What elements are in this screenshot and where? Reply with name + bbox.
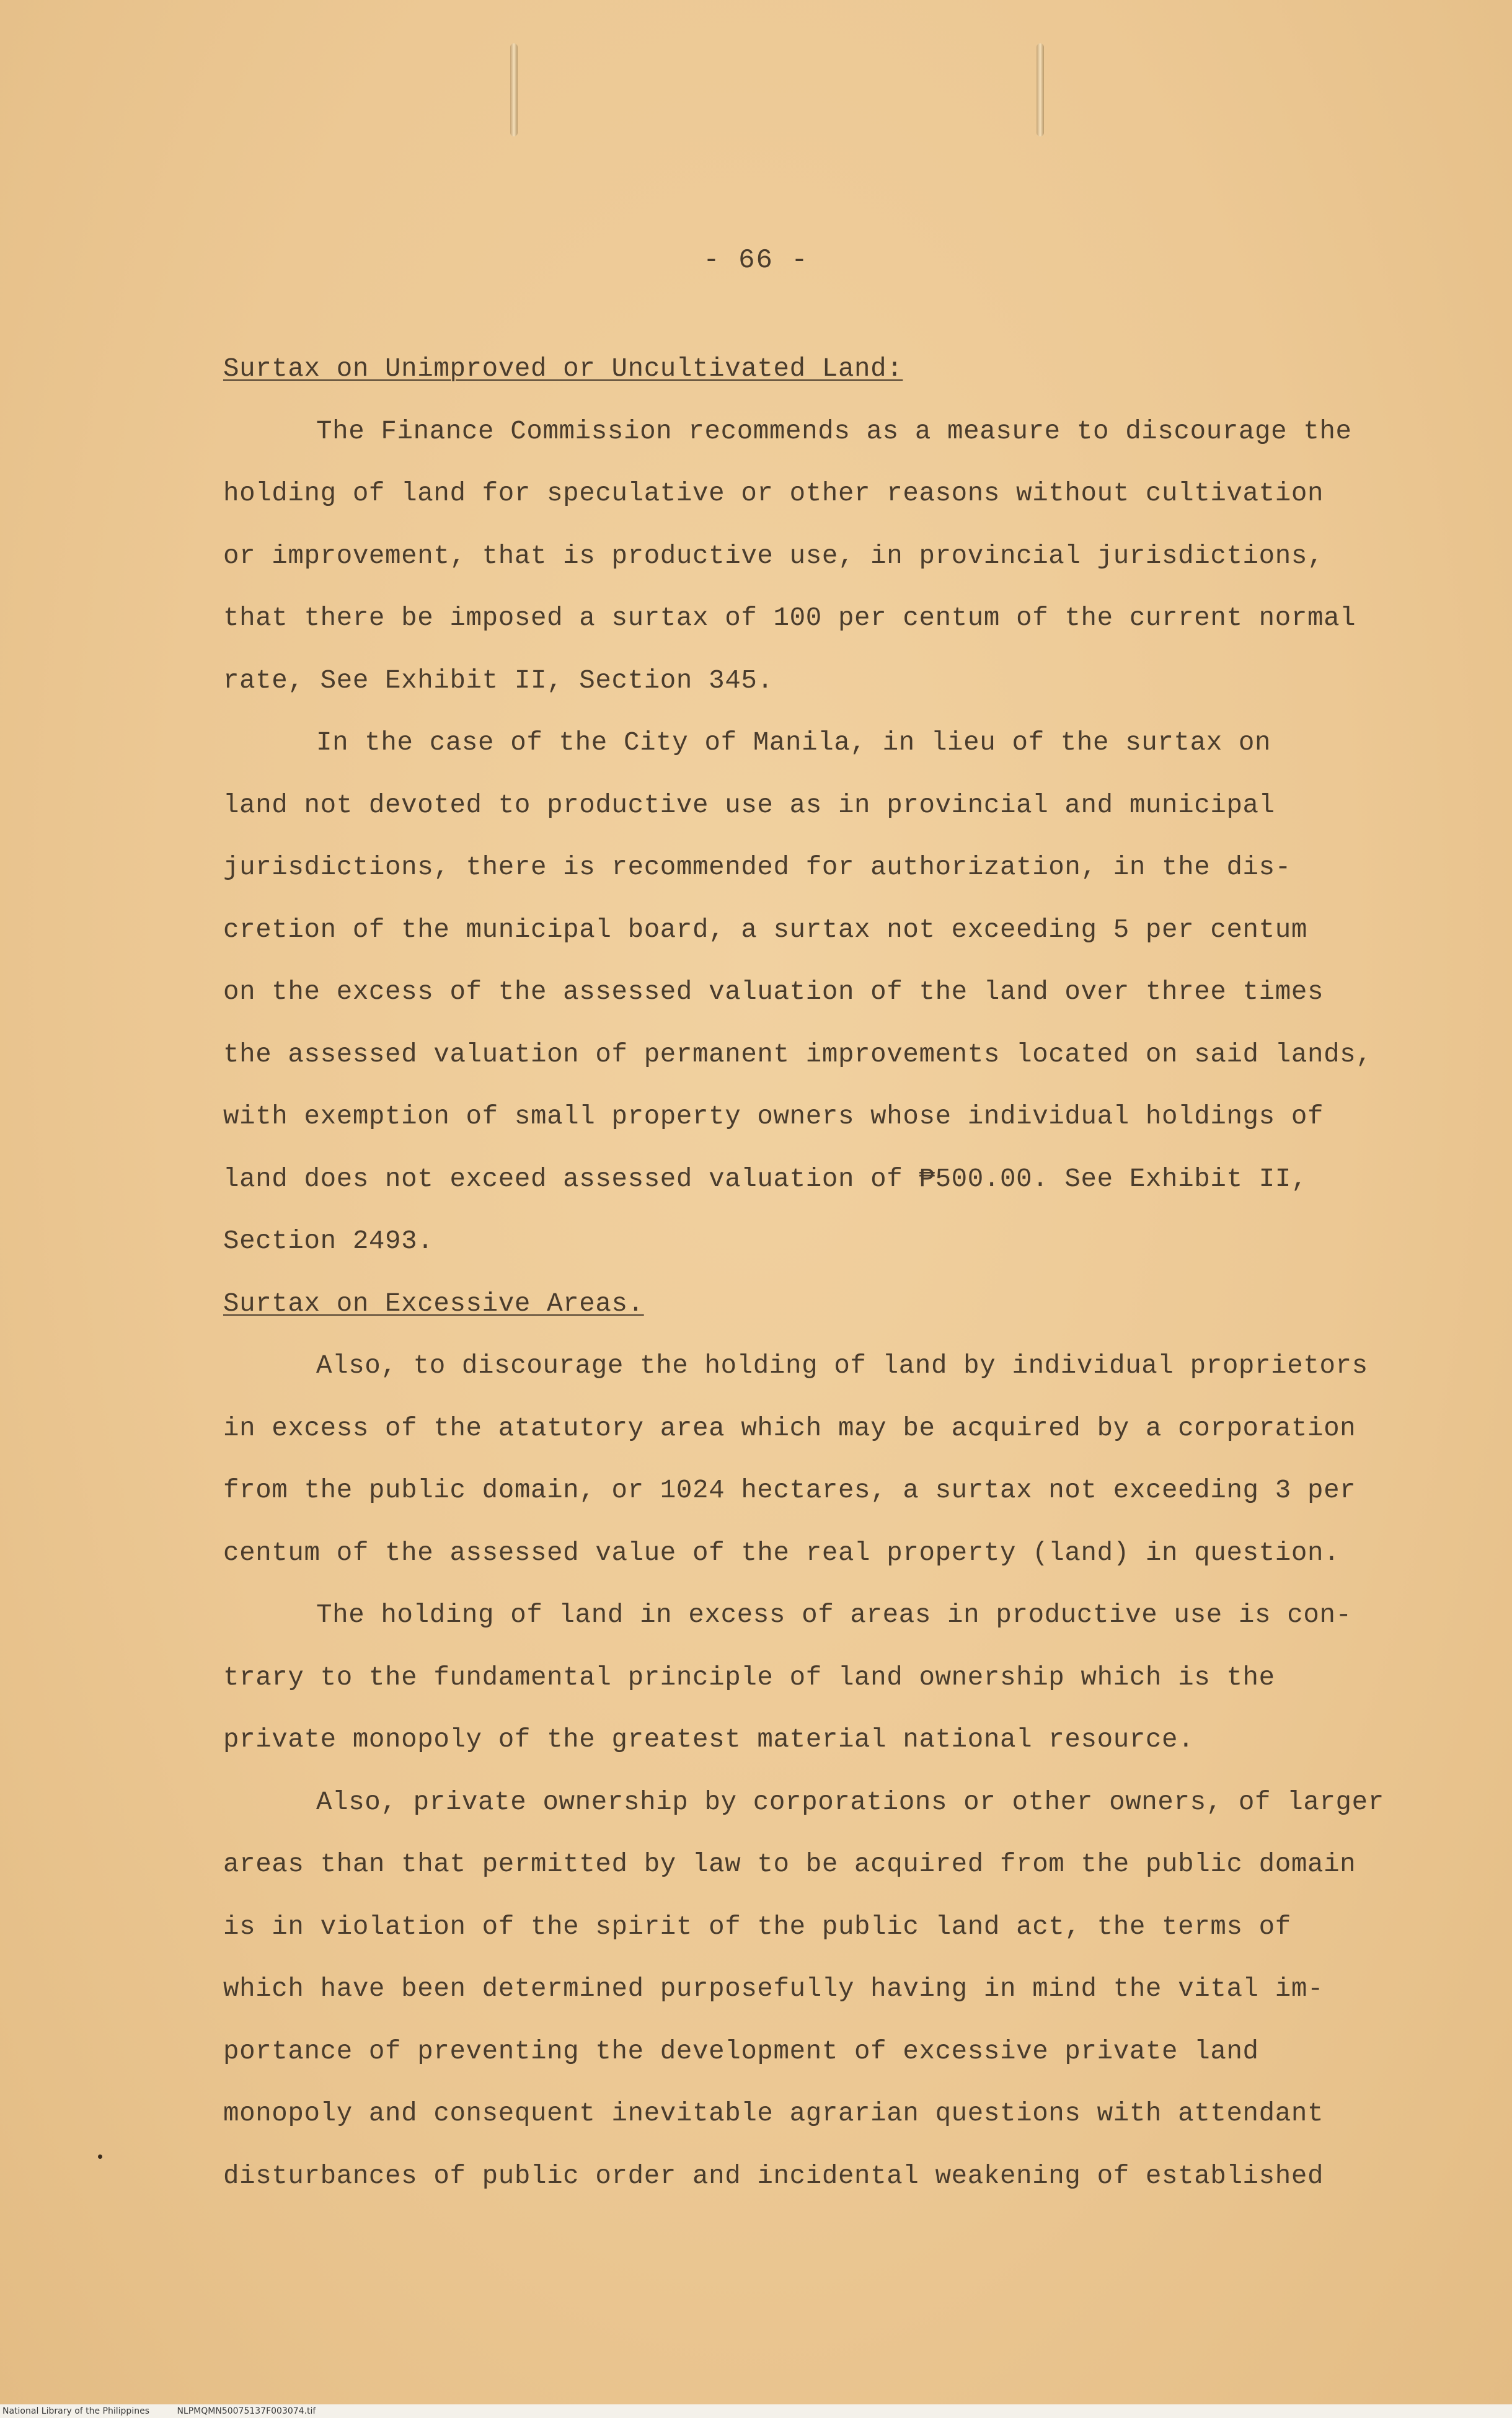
library-credit: National Library of the Philippines bbox=[2, 2406, 149, 2416]
ink-speck bbox=[98, 2154, 102, 2159]
text-line bbox=[223, 1148, 1401, 1211]
scan-footer bbox=[0, 2404, 1512, 2418]
section-heading bbox=[223, 1273, 1401, 1335]
text-line-content: Section 2493. bbox=[223, 1226, 434, 1256]
text-line-content: that there be imposed a surtax of 100 per centum of the current normal bbox=[223, 603, 1356, 633]
text-line bbox=[223, 1086, 1401, 1148]
text-line-content: land does not exceed assessed valuation of ₱500.00. See Exhibit II, bbox=[223, 1164, 1307, 1194]
typed-text-body bbox=[223, 338, 1401, 2207]
text-line-content: disturbances of public order and incidental weakening of established bbox=[223, 2161, 1324, 2191]
section-heading-text: Surtax on Unimproved or Uncultivated Land: bbox=[223, 354, 903, 384]
section-heading bbox=[223, 338, 1401, 401]
text-line-content: The Finance Commission recommends as a measure to discourage the bbox=[316, 416, 1352, 446]
text-line-content: private monopoly of the greatest material national resource. bbox=[223, 1725, 1195, 1755]
text-line-content: from the public domain, or 1024 hectares, a surtax not exceeding 3 per bbox=[223, 1476, 1356, 1505]
text-line bbox=[223, 961, 1401, 1024]
text-line-content: the assessed valuation of permanent improvements located on said lands, bbox=[223, 1039, 1373, 1070]
text-line-content: In the case of the City of Manila, in lieu of the surtax on bbox=[316, 728, 1271, 758]
text-line-content: centum of the assessed value of the real property (land) in question. bbox=[223, 1538, 1340, 1568]
text-line bbox=[223, 1522, 1401, 1585]
staple-mark-right bbox=[1037, 43, 1044, 136]
text-line bbox=[223, 774, 1401, 837]
text-line bbox=[223, 650, 1401, 712]
text-line bbox=[223, 1896, 1401, 1959]
text-line bbox=[223, 712, 1401, 774]
text-line-content: or improvement, that is productive use, in provincial jurisdictions, bbox=[223, 541, 1324, 571]
text-line-content: land not devoted to productive use as in provincial and municipal bbox=[223, 790, 1275, 820]
text-line-content: cretion of the municipal board, a surtax not exceeding 5 per centum bbox=[223, 914, 1307, 945]
section-heading-text: Surtax on Excessive Areas. bbox=[223, 1288, 644, 1319]
text-line-content: which have been determined purposefully having in mind the vital im- bbox=[223, 1974, 1324, 2004]
scan-filename: NLPMQMN50075137F003074.tif bbox=[177, 2406, 316, 2416]
text-line bbox=[223, 899, 1401, 962]
text-line bbox=[223, 836, 1401, 899]
text-line-content: on the excess of the assessed valuation of the land over three times bbox=[223, 977, 1324, 1007]
text-line-content: jurisdictions, there is recommended for authorization, in the dis- bbox=[223, 852, 1291, 882]
text-line-content: Also, to discourage the holding of land by individual proprietors bbox=[316, 1351, 1368, 1381]
text-line-content: The holding of land in excess of areas in productive use is con- bbox=[316, 1600, 1352, 1630]
staple-mark-left bbox=[510, 43, 518, 136]
text-line-content: areas than that permitted by law to be acquired from the public domain bbox=[223, 1849, 1356, 1879]
text-line-content: trary to the fundamental principle of land ownership which is the bbox=[223, 1662, 1275, 1693]
text-line bbox=[223, 1335, 1401, 1397]
text-line-content: monopoly and consequent inevitable agrarian questions with attendant bbox=[223, 2099, 1324, 2128]
text-line bbox=[223, 1709, 1401, 1771]
text-line bbox=[223, 525, 1401, 588]
text-line bbox=[223, 587, 1401, 650]
text-line bbox=[223, 2145, 1401, 2208]
text-line-content: holding of land for speculative or other reasons without cultivation bbox=[223, 479, 1324, 508]
text-line-content: Also, private ownership by corporations or other owners, of larger bbox=[316, 1787, 1384, 1817]
text-line bbox=[223, 1771, 1401, 1834]
text-line-content: with exemption of small property owners whose individual holdings of bbox=[223, 1102, 1324, 1132]
text-line bbox=[223, 1397, 1401, 1460]
page-number: - 66 - bbox=[703, 245, 809, 276]
text-line bbox=[223, 1958, 1401, 2021]
text-line bbox=[223, 1024, 1401, 1086]
text-line bbox=[223, 1210, 1401, 1273]
text-line-content: is in violation of the spirit of the public land act, the terms of bbox=[223, 1911, 1291, 1942]
text-line bbox=[223, 401, 1401, 463]
text-line bbox=[223, 463, 1401, 525]
text-line bbox=[223, 2021, 1401, 2083]
text-line bbox=[223, 1584, 1401, 1647]
text-line-content: rate, See Exhibit II, Section 345. bbox=[223, 665, 774, 696]
text-line bbox=[223, 1647, 1401, 1709]
text-line bbox=[223, 1833, 1401, 1896]
text-line bbox=[223, 2083, 1401, 2145]
text-line-content: in excess of the atatutory area which may be acquired by a corporation bbox=[223, 1413, 1356, 1443]
text-line-content: portance of preventing the development of excessive private land bbox=[223, 2036, 1259, 2066]
text-line bbox=[223, 1459, 1401, 1522]
